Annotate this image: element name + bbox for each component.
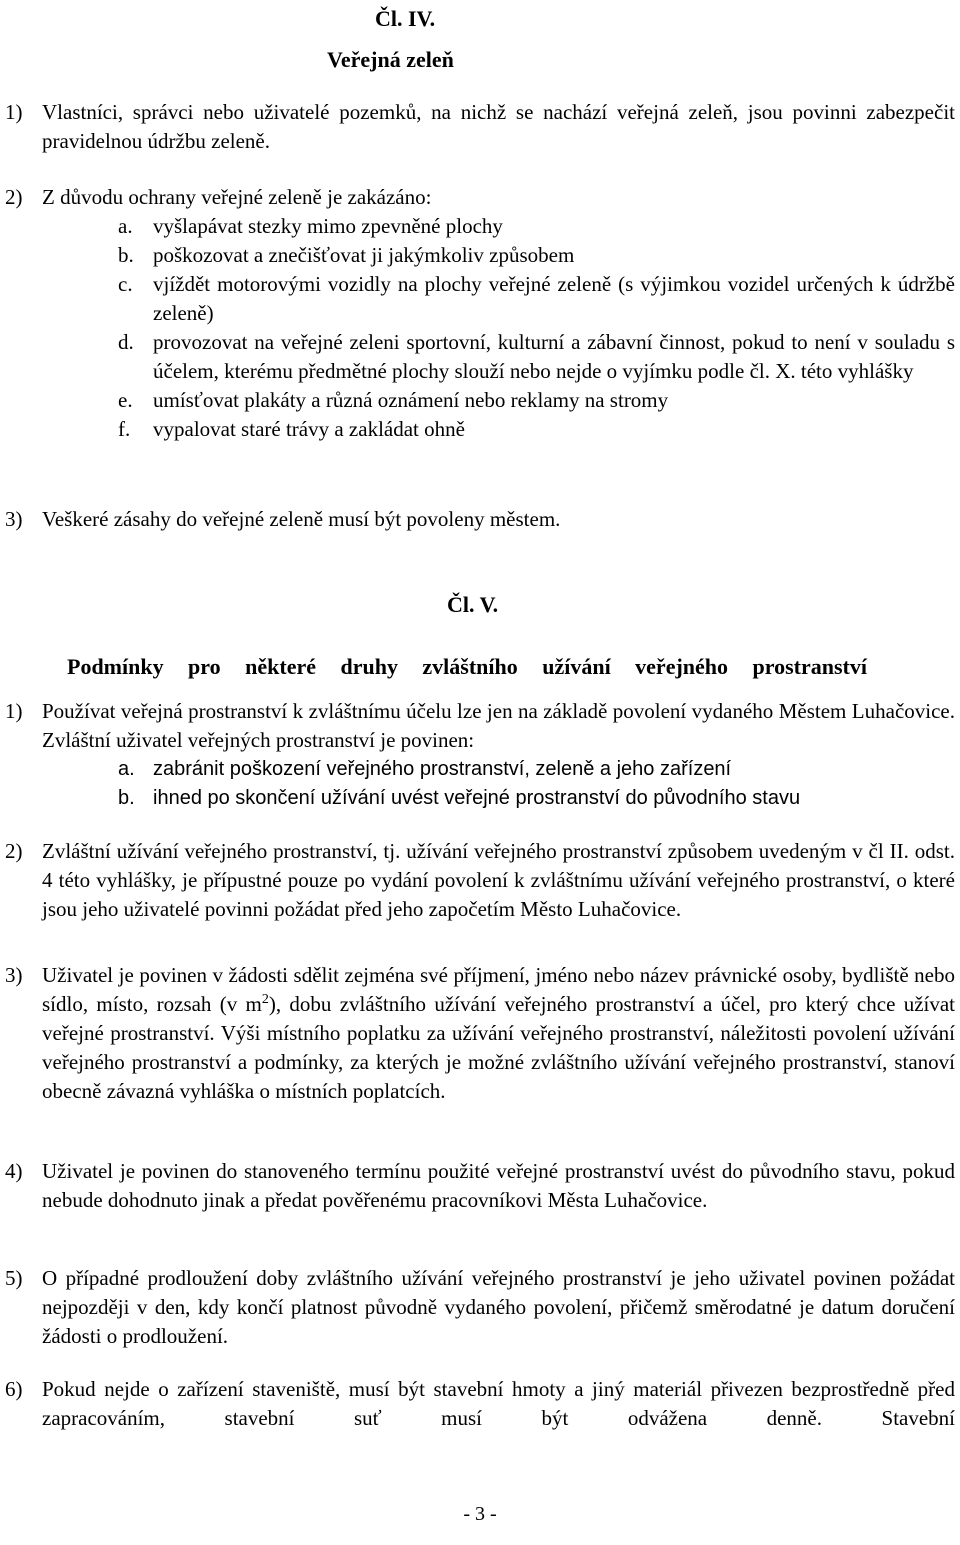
art5-para-3-text-end: ), dobu zvláštního užívání veřejného prostranství a účel, pro který chce užívat veřejné prostranství. Výši místního poplatku za užívání veřejného prostranství, náležitosti povolení užívání veřejného prostranství a podmínky, za kterých je možné zvláštního užívání veřejného prostranství, stanoví obecně závazná vyhláška o místních poplatcích. [42,992,955,1103]
art4-para-2-number: 2) [5,185,23,209]
article-4-title: Veřejná zeleň [327,47,454,72]
art5-para-4-text: Uživatel je povinen do stanoveného termínu použité veřejné prostranství uvést do původního stavu, pokud nebude dohodnuto jinak a předat pověřenému pracovníkovi Města Luhačovice. [42,1159,955,1212]
list-item-text: umísťovat plakáty a různá oznámení nebo reklamy na stromy [153,388,669,412]
list-item-text: vypalovat staré trávy a zakládat ohně [153,417,465,441]
art4-para-1-text: Vlastníci, správci nebo uživatelé pozemků, na nichž se nachází veřejná zeleň, jsou povinni zabezpečit pravidelnou údržbu zeleně. [42,100,955,153]
list-item [118,328,955,386]
list-item [118,415,955,444]
art4-para-1-number: 1) [5,100,23,124]
art5-para-3-text [42,961,955,1106]
list-item [118,212,955,241]
list-item-letter: b. [118,243,134,267]
art4-para-3-text: Veškeré zásahy do veřejné zeleně musí být povoleny městem. [42,507,561,531]
list-item-letter: a. [118,214,133,238]
page-number: - 3 - [463,1503,497,1525]
art4-prohibition-list [118,212,955,444]
art5-para-5-number: 5) [5,1266,23,1290]
art5-para-5-text: O případné prodloužení doby zvláštního užívání veřejného prostranství je jeho uživatel povinen požádat nejpozději v den, kdy končí platnost původně vydaného povolení, přičemž směrodatné je datum doručení žádosti o prodloužení. [42,1266,955,1348]
list-item-letter: e. [118,388,133,412]
art4-para-3-number: 3) [5,507,23,531]
art5-para-6-text: Pokud nejde o zařízení staveniště, musí být stavební hmoty a jiný materiál přivezen bezprostředně před zapracováním, stavební suť musí být odvážena denně. Stavební [42,1377,955,1430]
list-item-text: provozovat na veřejné zeleni sportovní, kulturní a zábavní činnost, pokud to není v souladu s účelem, kterému předmětné plochy slouží nebo nejde o vyjímku podle čl. X. této vyhlášky [153,330,955,383]
art5-obligation-list [118,755,955,813]
list-item [118,270,955,328]
list-item [118,755,955,784]
list-item [118,784,955,813]
art5-para-3-number: 3) [5,963,23,987]
article-4-number: Čl. IV. [375,6,436,31]
list-item-letter: d. [118,330,134,354]
list-item [118,241,955,270]
art5-para-1-text: Používat veřejná prostranství k zvláštnímu účelu lze jen na základě povolení vydaného Městem Luhačovice. Zvláštní uživatel veřejných prostranství je povinen: [42,699,955,752]
art5-para-2-number: 2) [5,839,23,863]
list-item-text: vyšlapávat stezky mimo zpevněné plochy [153,214,503,238]
art5-para-6-number: 6) [5,1377,23,1401]
art5-para-2-text: Zvláštní užívání veřejného prostranství, tj. užívání veřejného prostranství způsobem uvedeným v čl II. odst. 4 této vyhlášky, je přípustné pouze po vydání povolení k zvláštnímu užívání veřejného prostranství, o které jsou jeho uživatelé povinni požádat před jeho započetím Město Luhačovice. [42,839,955,921]
list-item-letter: b. [118,787,135,809]
list-item-letter: f. [118,417,131,441]
list-item-text: zabránit poškození veřejného prostranství, zeleně a jeho zařízení [153,758,732,780]
list-item-letter: c. [118,272,133,296]
list-item [118,386,955,415]
art4-para-2-text: Z důvodu ochrany veřejné zeleně je zakázáno: [42,185,432,209]
list-item-text: vjíždět motorovými vozidly na plochy veřejné zeleně (s výjimkou vozidel určených k údržbě zeleně) [153,272,955,325]
art5-para-4-number: 4) [5,1159,23,1183]
list-item-letter: a. [118,758,135,780]
art5-para-1-number: 1) [5,699,23,723]
list-item-text: ihned po skončení užívání uvést veřejné prostranství do původního stavu [153,787,801,809]
list-item-text: poškozovat a znečišťovat ji jakýmkoliv způsobem [153,243,575,267]
art5-para-3-text-start: Uživatel je povinen v žádosti sdělit zejména své příjmení, jméno nebo název právnické osoby, bydliště nebo sídlo, místo, rozsah (v m [42,963,955,1016]
superscript-exponent: 2 [261,992,269,1007]
article-5-title: Podmínky pro některé druhy zvláštního užívání veřejného prostranství [67,654,867,679]
article-5-number: Čl. V. [447,592,499,617]
